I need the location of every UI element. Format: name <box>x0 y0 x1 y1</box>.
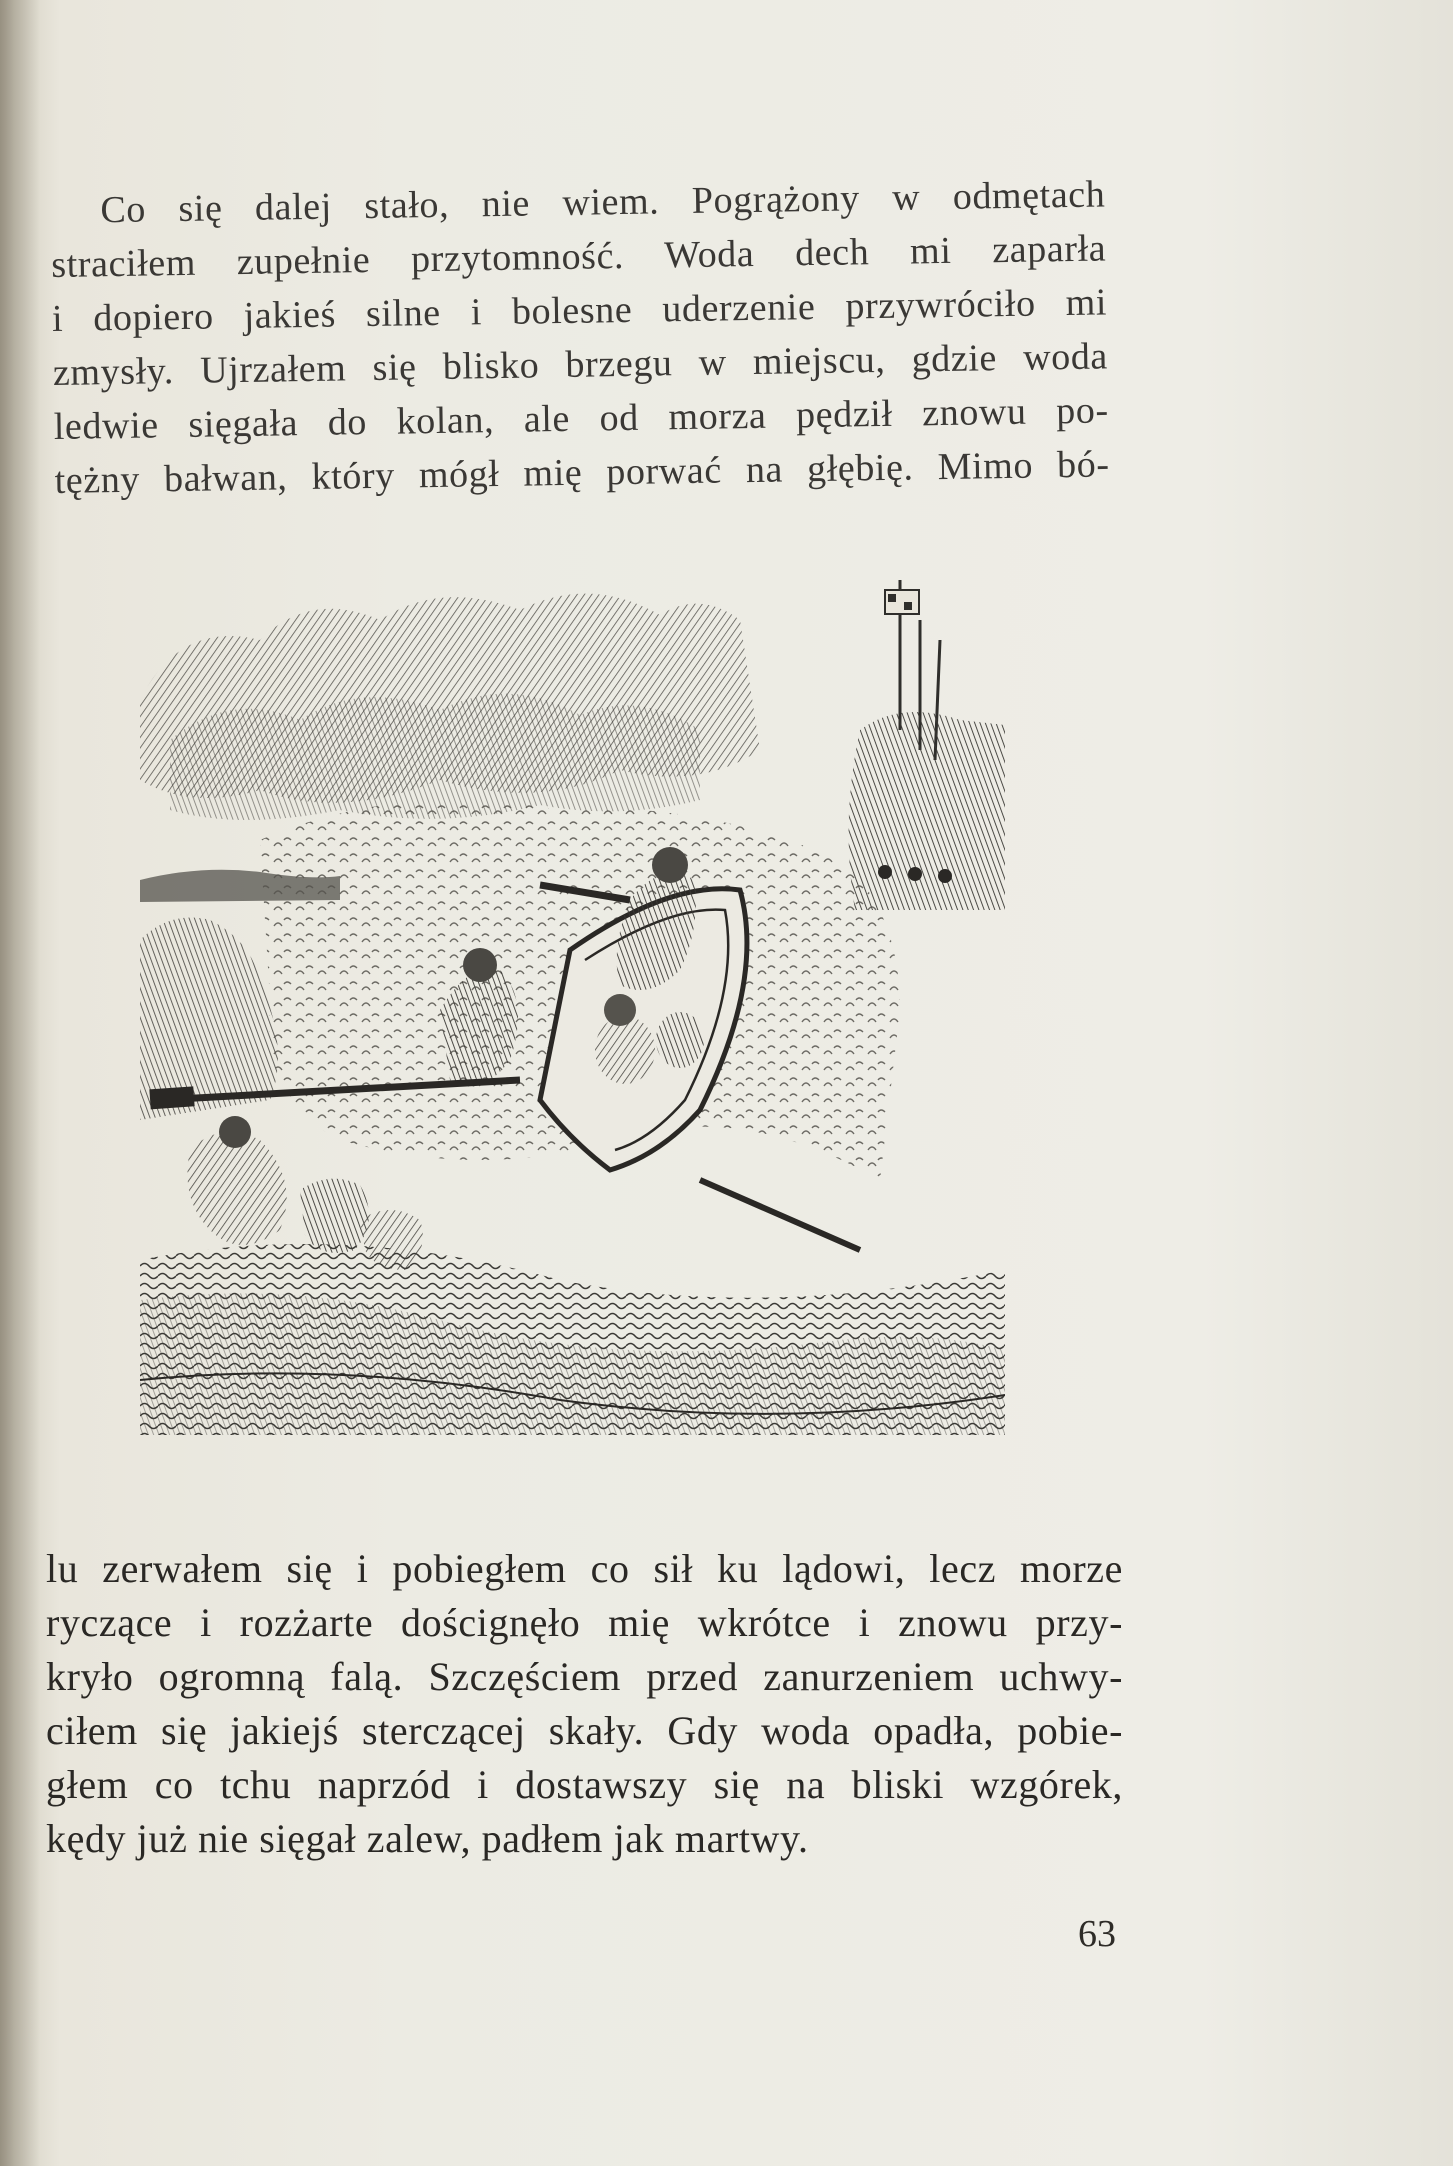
page-number: 63 <box>1078 1913 1116 1955</box>
text-line: i dopiero jakieś silne i bolesne uderzenie przywróciło mi <box>51 281 1108 340</box>
text-line: lu zerwałem się i pobiegłem co sił ku lądowi, lecz morze <box>46 1546 1123 1591</box>
text-line: ciłem się jakiejś sterczącej skały. Gdy woda opadła, pobie- <box>46 1708 1123 1753</box>
text-line: Co się dalej stało, nie wiem. Pogrążony w odmętach <box>100 173 1106 232</box>
shipwreck-engraving-icon <box>140 580 1005 1435</box>
page-gutter-shadow <box>0 0 40 2166</box>
top-paragraph <box>50 167 1110 508</box>
text-line: ledwie sięgała do kolan, ale od morza pędził znowu po- <box>53 389 1110 448</box>
text-line: ryczące i rozżarte doścignęło mię wkrótce i znowu przy- <box>46 1600 1123 1645</box>
text-line: kędy już nie sięgał zalew, padłem jak martwy. <box>46 1816 809 1861</box>
text-line: straciłem zupełnie przytomność. Woda dech mi zaparła <box>50 227 1107 286</box>
text-line: tężny bałwan, który mógł mię porwać na głębię. Mimo bó- <box>54 443 1110 502</box>
ship-icon <box>849 580 1005 910</box>
bottom-paragraph <box>46 1542 1123 1866</box>
text-line: zmysły. Ujrzałem się blisko brzegu w miejscu, gdzie woda <box>52 335 1109 394</box>
text-line: kryło ogromną falą. Szczęściem przed zanurzeniem uchwy- <box>46 1654 1123 1699</box>
text-line: głem co tchu naprzód i dostawszy się na bliski wzgórek, <box>46 1762 1123 1807</box>
